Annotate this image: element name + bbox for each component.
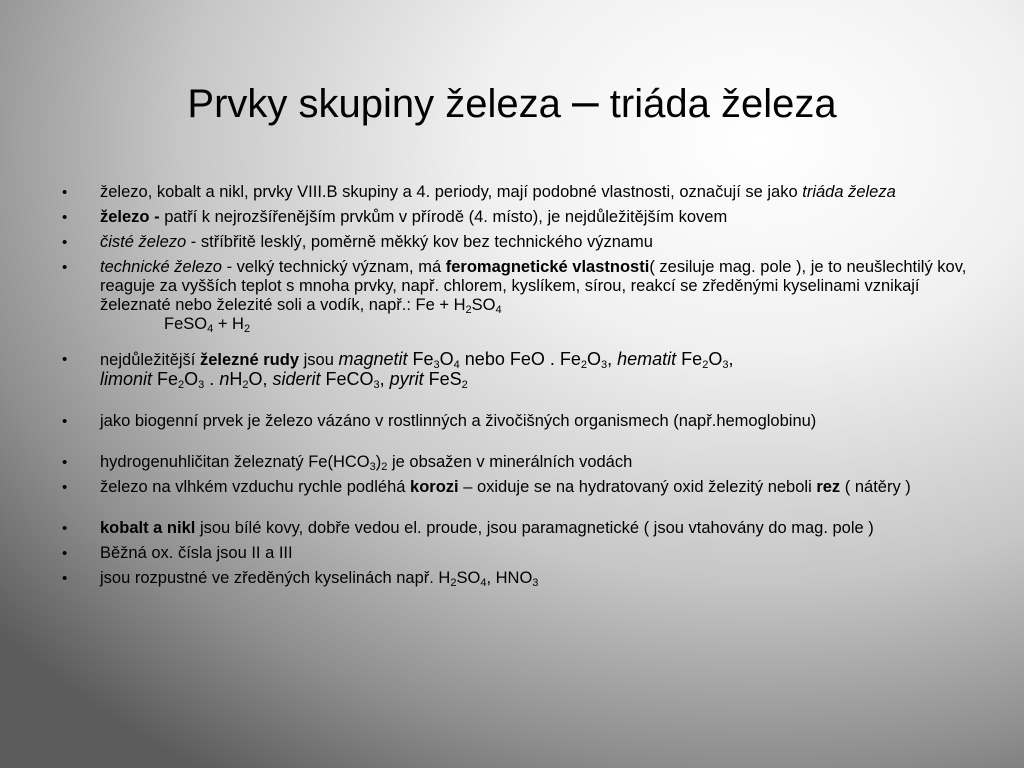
subscript: 3 <box>601 359 608 371</box>
subscript: 2 <box>381 461 388 473</box>
text-bold: feromagnetické vlastnosti <box>445 258 650 276</box>
text-italic: triáda železa <box>802 183 896 201</box>
text: je obsažen v minerálních vodách <box>387 453 633 471</box>
text: SO <box>471 296 496 314</box>
slide-title <box>0 72 1024 134</box>
bullet-corrosion <box>62 478 992 497</box>
bullet-pure-iron <box>62 233 992 252</box>
text: Fe <box>676 349 703 369</box>
subscript: 3 <box>198 379 205 391</box>
text: Fe <box>407 349 434 369</box>
subscript: 4 <box>207 323 214 335</box>
text: , <box>728 349 734 369</box>
subscript: 2 <box>243 323 251 335</box>
text: Běžná ox. čísla jsou II a III <box>100 544 293 562</box>
reaction-product <box>100 315 992 334</box>
text: jsou <box>299 351 339 369</box>
text-bold: železné rudy <box>199 351 300 369</box>
text-italic: hematit <box>617 349 677 369</box>
text: O <box>586 349 601 369</box>
text: , <box>379 369 390 389</box>
bullet-triad <box>62 183 992 202</box>
text: železo, kobalt a nikl, prvky VIII.B skupiny a 4. periody, mají podobné vlastnosti, označují se jako <box>100 183 803 201</box>
text: O <box>708 349 723 369</box>
text-italic: n <box>219 369 230 389</box>
subscript: 2 <box>465 304 472 316</box>
text-italic: limonit <box>100 369 153 389</box>
text: ) <box>375 453 382 471</box>
text: - velký technický význam, má <box>222 258 446 276</box>
text-italic: pyrit <box>389 369 424 389</box>
subscript: 3 <box>369 461 376 473</box>
text: jsou rozpustné ve zředěných kyselinách např. H <box>100 569 451 587</box>
text: hydrogenuhličitan železnatý Fe(HCO <box>100 453 370 471</box>
text: FeSO <box>164 315 208 333</box>
subscript: 2 <box>450 577 457 589</box>
text: železo na vlhkém vzduchu rychle podléhá <box>100 478 411 496</box>
text: patří k nejrozšířenějším prvkům v přírodě (4. místo), je nejdůležitějším kovem <box>164 208 728 226</box>
bullet-iron-ores <box>62 350 992 390</box>
subscript: 2 <box>178 379 185 391</box>
text: ( zesiluje mag. pole ), je to neušlechtilý kov, reaguje za vyšších teplot s mnoha prvky, např. chlorem, kyslíkem, sírou, reakcí se zředěnými kyselinami vznikají železnaté nebo železité soli a vodík, např.: Fe + H <box>100 258 967 314</box>
text: jako biogenní prvek je železo vázáno v rostlinných a živočišných organismech (např.hemoglobinu) <box>100 412 817 430</box>
bullet-technical-iron <box>62 258 992 334</box>
text: SO <box>456 569 481 587</box>
bullet-cobalt-nickel <box>62 519 992 538</box>
subscript: 2 <box>702 359 709 371</box>
subscript: 4 <box>453 359 460 371</box>
text: - stříbřitě lesklý, poměrně měkký kov bez technického významu <box>186 233 653 251</box>
text: Fe <box>152 369 179 389</box>
bullet-list <box>62 183 992 594</box>
text: , HNO <box>486 569 533 587</box>
subscript: 3 <box>722 359 729 371</box>
text: H <box>229 369 243 389</box>
bullet-biogenic <box>62 412 992 431</box>
subscript: 3 <box>433 359 440 371</box>
text: + H <box>213 315 244 333</box>
subscript: 3 <box>532 577 539 589</box>
text: jsou bílé kovy, dobře vedou el. proude, jsou paramagnetické ( jsou vtahovány do mag. pole ) <box>195 519 874 537</box>
text: O <box>439 349 454 369</box>
subscript: 2 <box>461 379 468 391</box>
bullet-solubility <box>62 569 992 588</box>
text-italic: magnetit <box>338 349 408 369</box>
subscript: 3 <box>373 379 380 391</box>
text-italic: technické železo <box>100 258 222 276</box>
title-dash: – <box>571 75 599 128</box>
subscript: 4 <box>495 304 502 316</box>
text: FeCO <box>320 369 374 389</box>
text: , <box>607 349 618 369</box>
subscript: 2 <box>242 379 249 391</box>
text-bold: rez <box>816 478 841 496</box>
text-bold: kobalt a nikl <box>100 519 196 537</box>
subscript: 4 <box>480 577 487 589</box>
title-part1: Prvky skupiny železa <box>187 82 572 126</box>
bullet-oxidation-states <box>62 544 992 563</box>
text-bold: železo - <box>100 208 165 226</box>
text: nejdůležitější <box>100 351 200 369</box>
text: – oxiduje se na hydratovaný oxid železitý neboli <box>458 478 817 496</box>
text-bold: korozi <box>410 478 459 496</box>
text: O, <box>248 369 273 389</box>
text: ( nátěry ) <box>840 478 911 496</box>
text: FeS <box>423 369 462 389</box>
text-italic: siderit <box>272 369 321 389</box>
bullet-bicarbonate <box>62 453 992 472</box>
text: nebo FeO . Fe <box>459 349 581 369</box>
text: O <box>184 369 199 389</box>
text: . <box>204 369 220 389</box>
title-part2: triáda železa <box>598 82 837 126</box>
text-italic: čisté železo <box>100 233 187 251</box>
bullet-iron <box>62 208 992 227</box>
subscript: 2 <box>580 359 587 371</box>
